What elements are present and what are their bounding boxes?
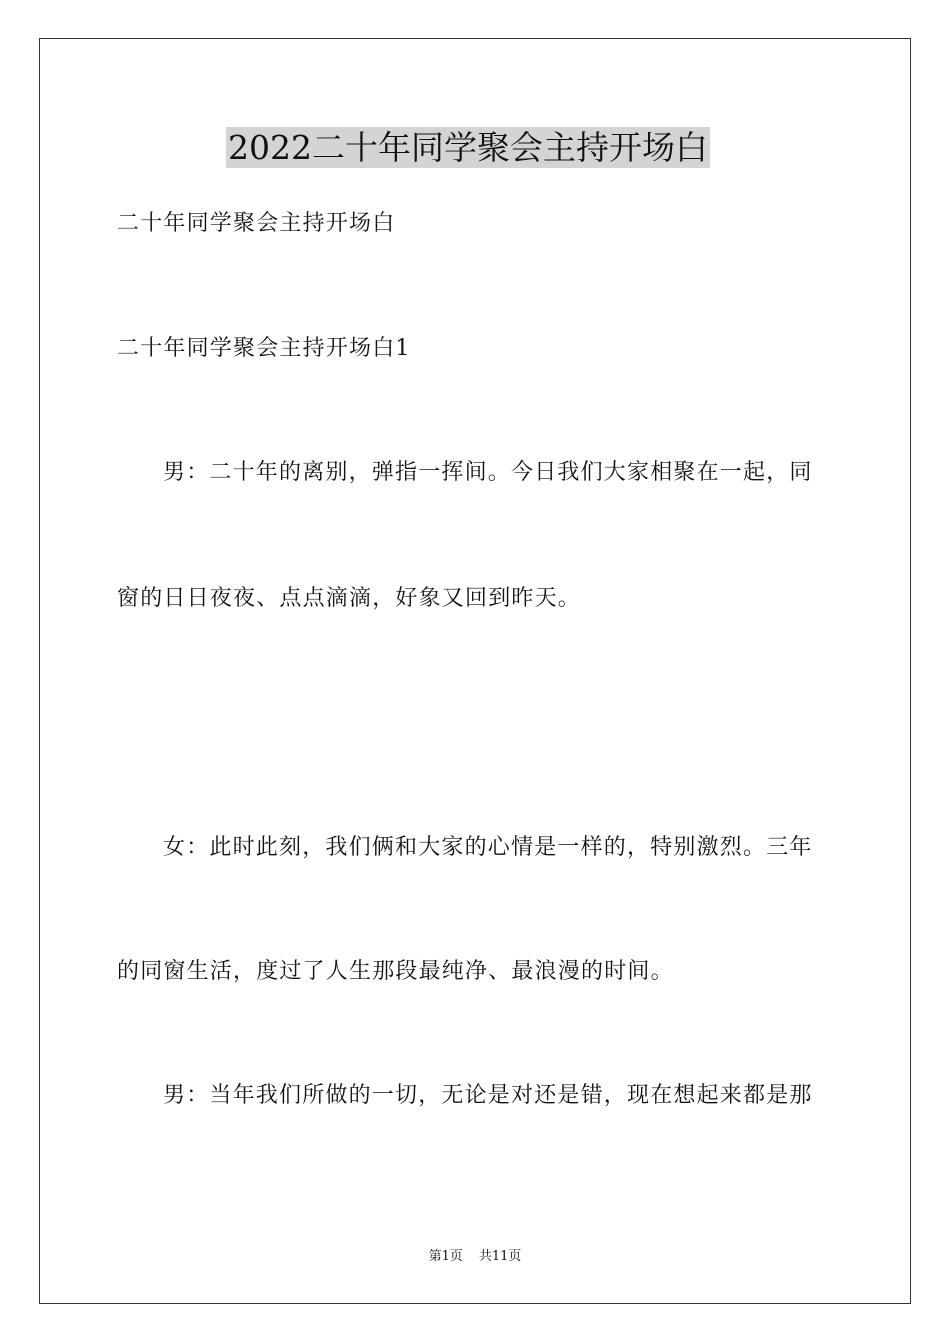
paragraph-line: 窗的日日夜夜、点点滴滴，好象又回到昨天。 <box>117 586 582 611</box>
page-total: 共11页 <box>478 1249 522 1264</box>
section-heading: 二十年同学聚会主持开场白1 <box>117 336 411 361</box>
paragraph-line: 男：二十年的离别，弹指一挥间。今日我们大家相聚在一起，同 <box>163 460 813 485</box>
paragraph-line: 女：此时此刻，我们俩和大家的心情是一样的，特别激烈。三年 <box>163 835 813 860</box>
subtitle-line: 二十年同学聚会主持开场白 <box>117 211 396 236</box>
page-number: 第1页 <box>428 1249 463 1264</box>
paragraph-line: 男：当年我们所做的一切，无论是对还是错，现在想起来都是那 <box>163 1083 813 1108</box>
page-footer <box>0 1248 950 1266</box>
paragraph-line: 的同窗生活，度过了人生那段最纯净、最浪漫的时间。 <box>117 959 674 984</box>
document-title: 2022二十年同学聚会主持开场白 <box>228 128 708 167</box>
